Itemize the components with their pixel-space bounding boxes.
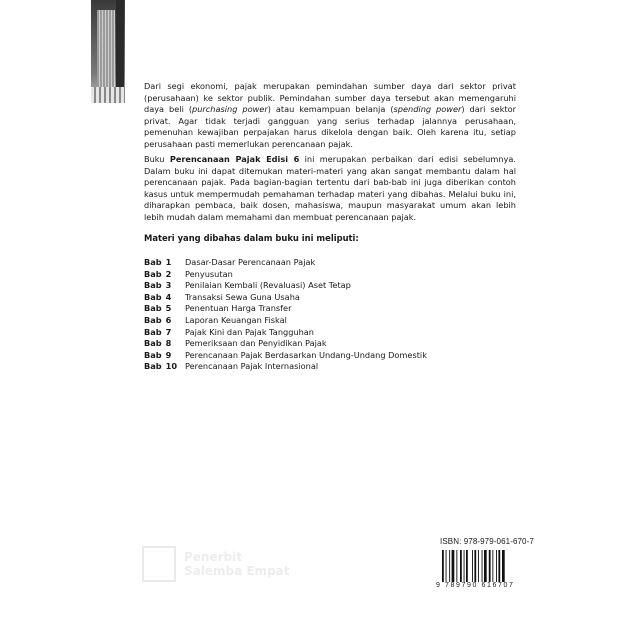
barcode-bar [464, 550, 465, 582]
chapter-num: 9 [165, 349, 172, 360]
text-span: Buku [144, 154, 170, 164]
intro-paragraph-2 [144, 154, 516, 224]
building-tower [97, 10, 115, 90]
chapter-prefix: Bab [144, 361, 162, 372]
barcode-bar [478, 550, 479, 582]
chapter-number [144, 350, 185, 362]
chapter-item [144, 280, 427, 292]
chapter-prefix: Bab [144, 338, 162, 349]
chapter-item [144, 350, 427, 362]
barcode-bar [446, 550, 447, 582]
chapter-prefix: Bab [144, 349, 162, 360]
chapter-title: Penyusutan [185, 268, 233, 279]
building-shadow [116, 0, 124, 88]
chapter-item [144, 315, 427, 327]
chapter-number [144, 292, 185, 304]
chapter-prefix: Bab [144, 326, 162, 337]
publisher-line1: Penerbit [184, 550, 242, 564]
chapter-num: 4 [165, 291, 172, 302]
contents-heading: Materi yang dibahas dalam buku ini meliputi: [144, 233, 359, 243]
chapter-title: Penentuan Harga Transfer [185, 303, 292, 314]
chapter-num: 10 [165, 361, 178, 372]
text-span: ini merupakan perbaikan dari edisi sebelumnya. Dalam buku ini dapat ditemukan materi-materi yang akan sangat membantu dalam hal perencanaan pajak. Pada bagian-bagian tertentu dari bab-bab ini juga diberikan contoh kasus untuk mempermudah pemahaman terhadap materi yang dibahas. Melalui buku ini, diharapkan pembaca, baik dosen, mahasiswa, maupun masyarakat umum akan lebih lebih mudah dalam memahami dan membuat perencanaan pajak. [144, 154, 516, 222]
chapter-num: 2 [165, 268, 172, 279]
chapter-num: 6 [165, 314, 172, 325]
chapter-number [144, 361, 185, 373]
barcode-bar [442, 550, 444, 582]
barcode-icon [442, 550, 512, 582]
italic-term: purchasing power [192, 104, 268, 115]
chapter-title: Perencanaan Pajak Berdasarkan Undang-Undang Domestik [185, 349, 427, 360]
publisher-logo-icon [142, 546, 176, 582]
book-title: Perencanaan Pajak Edisi 6 [169, 154, 300, 164]
text-span: ) atau kemampuan belanja ( [267, 104, 394, 115]
building-base [91, 87, 125, 103]
chapter-num: 1 [165, 257, 172, 267]
chapter-item [144, 361, 427, 373]
chapter-number [144, 303, 185, 315]
chapter-title: Penilaian Kembali (Revaluasi) Aset Tetap [185, 280, 351, 291]
barcode-bar [489, 550, 491, 582]
barcode-bar [496, 550, 497, 582]
chapter-item [144, 338, 427, 350]
chapter-number [144, 257, 185, 269]
barcode-bar [472, 550, 473, 582]
barcode-bar [456, 550, 457, 582]
chapter-title: Pemeriksaan dan Penyidikan Pajak [185, 338, 327, 349]
chapter-title: Perencanaan Pajak Internasional [185, 361, 319, 372]
chapter-list [144, 257, 427, 373]
barcode-bar [492, 550, 493, 582]
isbn-label: ISBN: 978-979-061-670-7 [440, 537, 534, 546]
chapter-prefix: Bab [144, 303, 162, 314]
chapter-number [144, 269, 185, 281]
chapter-prefix: Bab [144, 280, 162, 291]
chapter-number [144, 338, 185, 350]
chapter-num: 3 [165, 280, 172, 291]
barcode-bar [502, 550, 505, 582]
chapter-num: 5 [165, 303, 172, 314]
chapter-number [144, 315, 185, 327]
barcode-bar [466, 550, 468, 582]
chapter-prefix: Bab [144, 257, 162, 267]
chapter-item [144, 292, 427, 304]
intro-paragraph-1 [144, 81, 516, 151]
chapter-item [144, 303, 427, 315]
barcode-bar [474, 550, 476, 582]
chapter-prefix: Bab [144, 291, 162, 302]
chapter-item [144, 327, 427, 339]
barcode-bar [484, 550, 487, 582]
barcode-bar [460, 550, 462, 582]
cover-photo [91, 0, 125, 103]
chapter-title: Laporan Keuangan Fiskal [185, 314, 287, 325]
chapter-prefix: Bab [144, 268, 162, 279]
barcode-bar [452, 550, 455, 582]
chapter-num: 8 [165, 338, 172, 349]
barcode-digits: 9 789790 616707 [436, 582, 515, 589]
chapter-prefix: Bab [144, 314, 162, 325]
barcode-bar [449, 550, 450, 582]
publisher-watermark [142, 544, 312, 584]
chapter-number [144, 327, 185, 339]
text-span: Dari segi ekonomi, pajak merupakan pemindahan sumber daya dari sektor privat (perusahaan) ke sektor publik. Pemindahan sumber daya tersebut akan memengaruhi daya beli ( [144, 81, 516, 115]
chapter-item [144, 257, 427, 269]
text-span: ) dari sektor privat. Agar tidak terjadi gangguan yang serius terhadap jalannya perusahaan, pemenuhan kewajiban perpajakan harus dikelola dengan baik. Oleh karena itu, setiap perusahaan pasti memerlukan perencanaan pajak. [144, 104, 517, 149]
italic-term: spending power [393, 104, 462, 115]
chapter-title: Pajak Kini dan Pajak Tangguhan [185, 326, 314, 337]
barcode-bar [482, 550, 483, 582]
chapter-num: 7 [165, 326, 172, 337]
chapter-title: Transaksi Sewa Guna Usaha [185, 291, 300, 302]
chapter-title: Dasar-Dasar Perencanaan Pajak [185, 257, 316, 267]
chapter-number [144, 280, 185, 292]
publisher-line2: Salemba Empat [184, 564, 290, 578]
chapter-item [144, 269, 427, 281]
barcode-bar [498, 550, 500, 582]
